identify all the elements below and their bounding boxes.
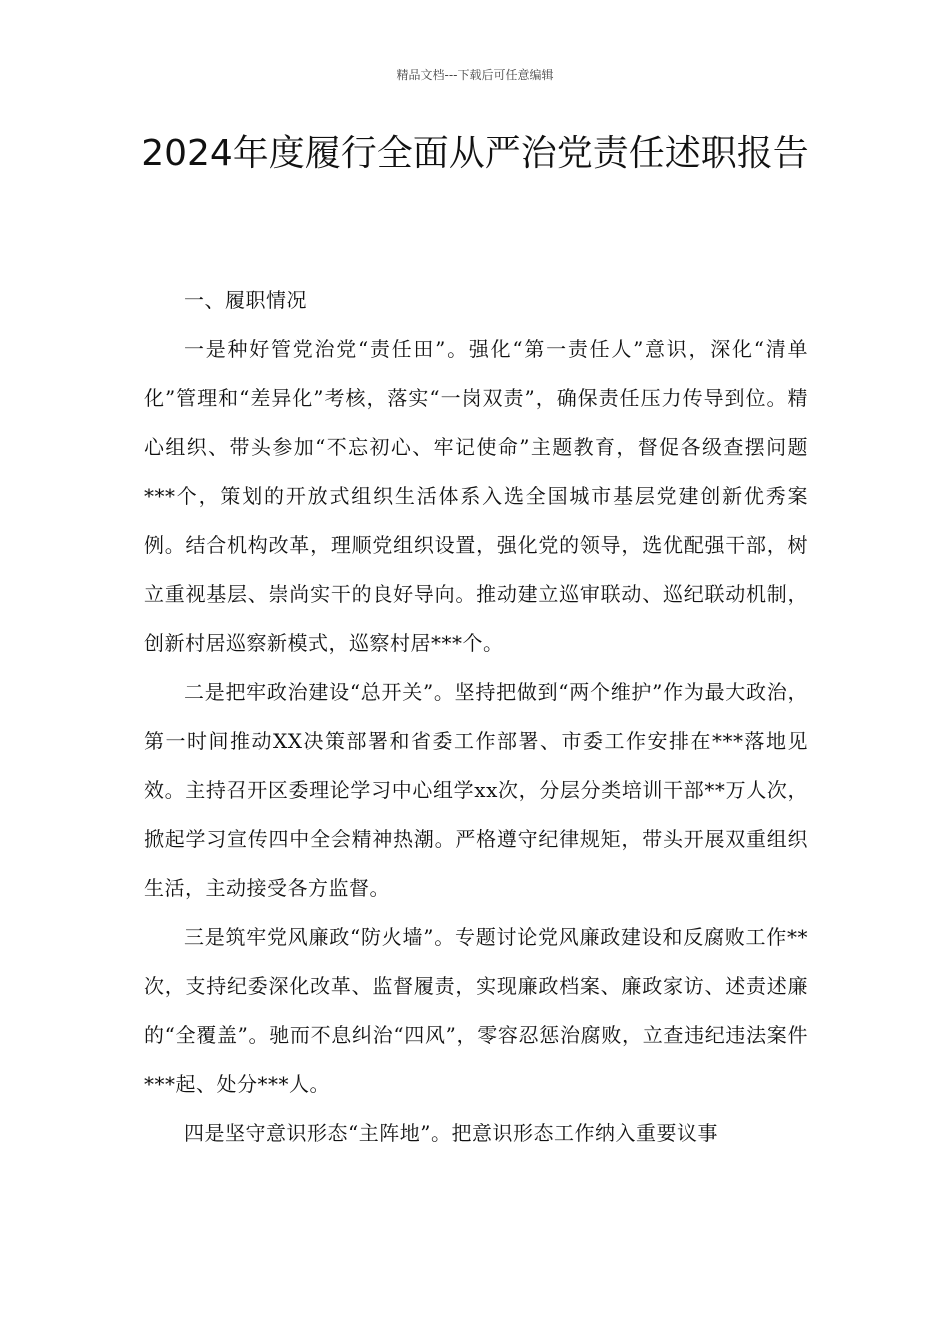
paragraph-3: 三是筑牢党风廉政“防火墙”。专题讨论党风廉政建设和反腐败工作**次，支持纪委深化改革、监督履责，实现廉政档案、廉政家访、述责述廉的“全覆盖”。驰而不息纠治“四风”，零容忍惩治腐败，立查违纪违法案件***起、处分***人。 [144, 925, 808, 1096]
paragraph-4: 四是坚守意识形态“主阵地”。把意识形态工作纳入重要议事 [184, 1121, 718, 1145]
document-body [144, 276, 808, 1158]
paragraph-2: 二是把牢政治建设“总开关”。坚持把做到“两个维护”作为最大政治，第一时间推动XX决策部署和省委工作部署、市委工作安排在***落地见效。主持召开区委理论学习中心组学xx次，分层分类培训干部**万人次，掀起学习宣传四中全会精神热潮。严格遵守纪律规矩，带头开展双重组织生活，主动接受各方监督。 [144, 680, 808, 900]
document-title: 2024年度履行全面从严治党责任述职报告 [141, 133, 809, 174]
section-heading: 一、履职情况 [184, 288, 307, 312]
header-note: 精品文档---下载后可任意编辑 [396, 68, 554, 82]
paragraph-1: 一是种好管党治党“责任田”。强化“第一责任人”意识，深化“清单化”管理和“差异化”考核，落实“一岗双责”，确保责任压力传导到位。精心组织、带头参加“不忘初心、牢记使命”主题教育，督促各级查摆问题***个，策划的开放式组织生活体系入选全国城市基层党建创新优秀案例。结合机构改革，理顺党组织设置，强化党的领导，选优配强干部，树立重视基层、崇尚实干的良好导向。推动建立巡审联动、巡纪联动机制，创新村居巡察新模式，巡察村居***个。 [144, 337, 808, 655]
